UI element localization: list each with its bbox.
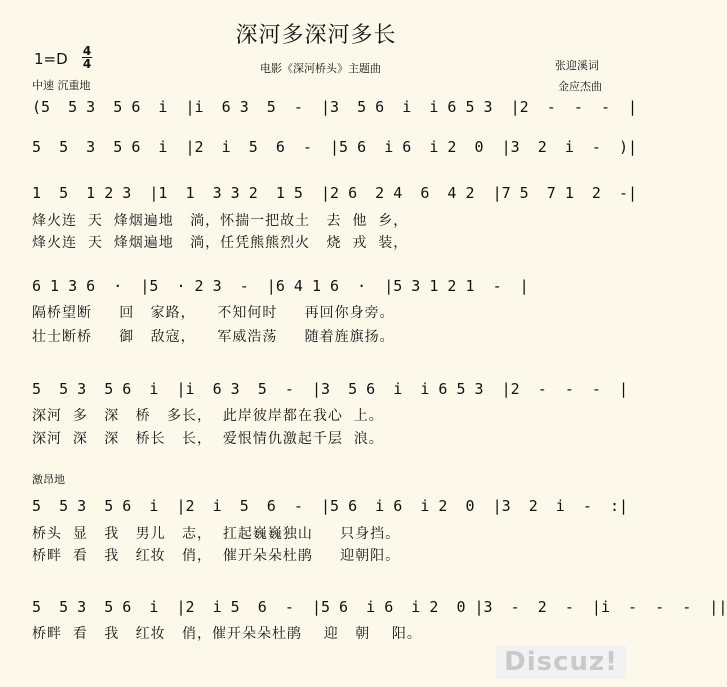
lyric-row-4-verse-2: 壮士断桥 御 敌寇， 军威浩荡 随着旌旗扬。: [32, 329, 395, 345]
meter-bottom: 4: [82, 57, 92, 71]
lyricist: 张迎溪词: [555, 59, 599, 72]
notation-row-1: (5 5 3 5 6 i |i 6 3 5 - |3 5 6 i i 6 5 3 |2 - - - |: [32, 98, 638, 116]
notation-row-2: 5 5 3 5 6 i |2 i 5 6 - |5 6 i 6 i 2 0 |3 2 i - )|: [32, 138, 638, 156]
tempo-marking: 中速 沉重地: [32, 79, 91, 92]
lyric-row-6-verse-2: 桥畔 看 我 红妆 俏， 催开朵朵杜鹃 迎朝阳。: [32, 548, 401, 564]
lyric-row-5-verse-1: 深河 多 深 桥 多长， 此岸彼岸都在我心 上。: [32, 408, 384, 424]
notation-row-3: 1 5 1 2 3 |1 1 3 3 2 1 5 |2 6 2 4 6 4 2 |7 5 7 1 2 -|: [32, 184, 638, 202]
lyric-row-7-verse-1: 桥畔 看 我 红妆 俏，催开朵朵杜鹃 迎 朝 阳。: [32, 626, 422, 642]
composer: 金应杰曲: [558, 80, 602, 93]
key-signature: 1=D: [34, 50, 68, 68]
notation-row-5: 5 5 3 5 6 i |i 6 3 5 - |3 5 6 i i 6 5 3 |2 - - - |: [32, 380, 629, 398]
meter-top: 4: [82, 44, 92, 58]
watermark-logo: Discuz!: [496, 645, 626, 679]
lyric-row-5-verse-2: 深河 深 深 桥长 长， 爱恨情仇激起千层 浪。: [32, 431, 384, 447]
tempo-marking-2: 激昂地: [32, 473, 65, 486]
lyric-row-6-verse-1: 桥头 显 我 男儿 志， 扛起巍巍独山 只身挡。: [32, 526, 401, 542]
lyric-row-3-verse-1: 烽火连 天 烽烟遍地 淌，怀揣一把故土 去 他 乡，: [32, 213, 409, 229]
notation-row-4: 6 1 3 6 · |5 · 2 3 - |6 4 1 6 · |5 3 1 2 1 - |: [32, 277, 529, 295]
subtitle: 电影《深河桥头》主题曲: [260, 62, 381, 75]
notation-row-7: 5 5 3 5 6 i |2 i 5 6 - |5 6 i 6 i 2 0 |3 - 2 - |i - - - ||: [32, 598, 727, 616]
lyric-row-3-verse-2: 烽火连 天 烽烟遍地 淌，任凭熊熊烈火 烧 戎 装，: [32, 235, 409, 251]
notation-row-6: 5 5 3 5 6 i |2 i 5 6 - |5 6 i 6 i 2 0 |3 2 i - :|: [32, 497, 629, 515]
time-signature: [82, 45, 92, 70]
page-title: 深河多深河多长: [235, 23, 397, 48]
lyric-row-4-verse-1: 隔桥望断 回 家路， 不知何时 再回你身旁。: [32, 305, 395, 321]
